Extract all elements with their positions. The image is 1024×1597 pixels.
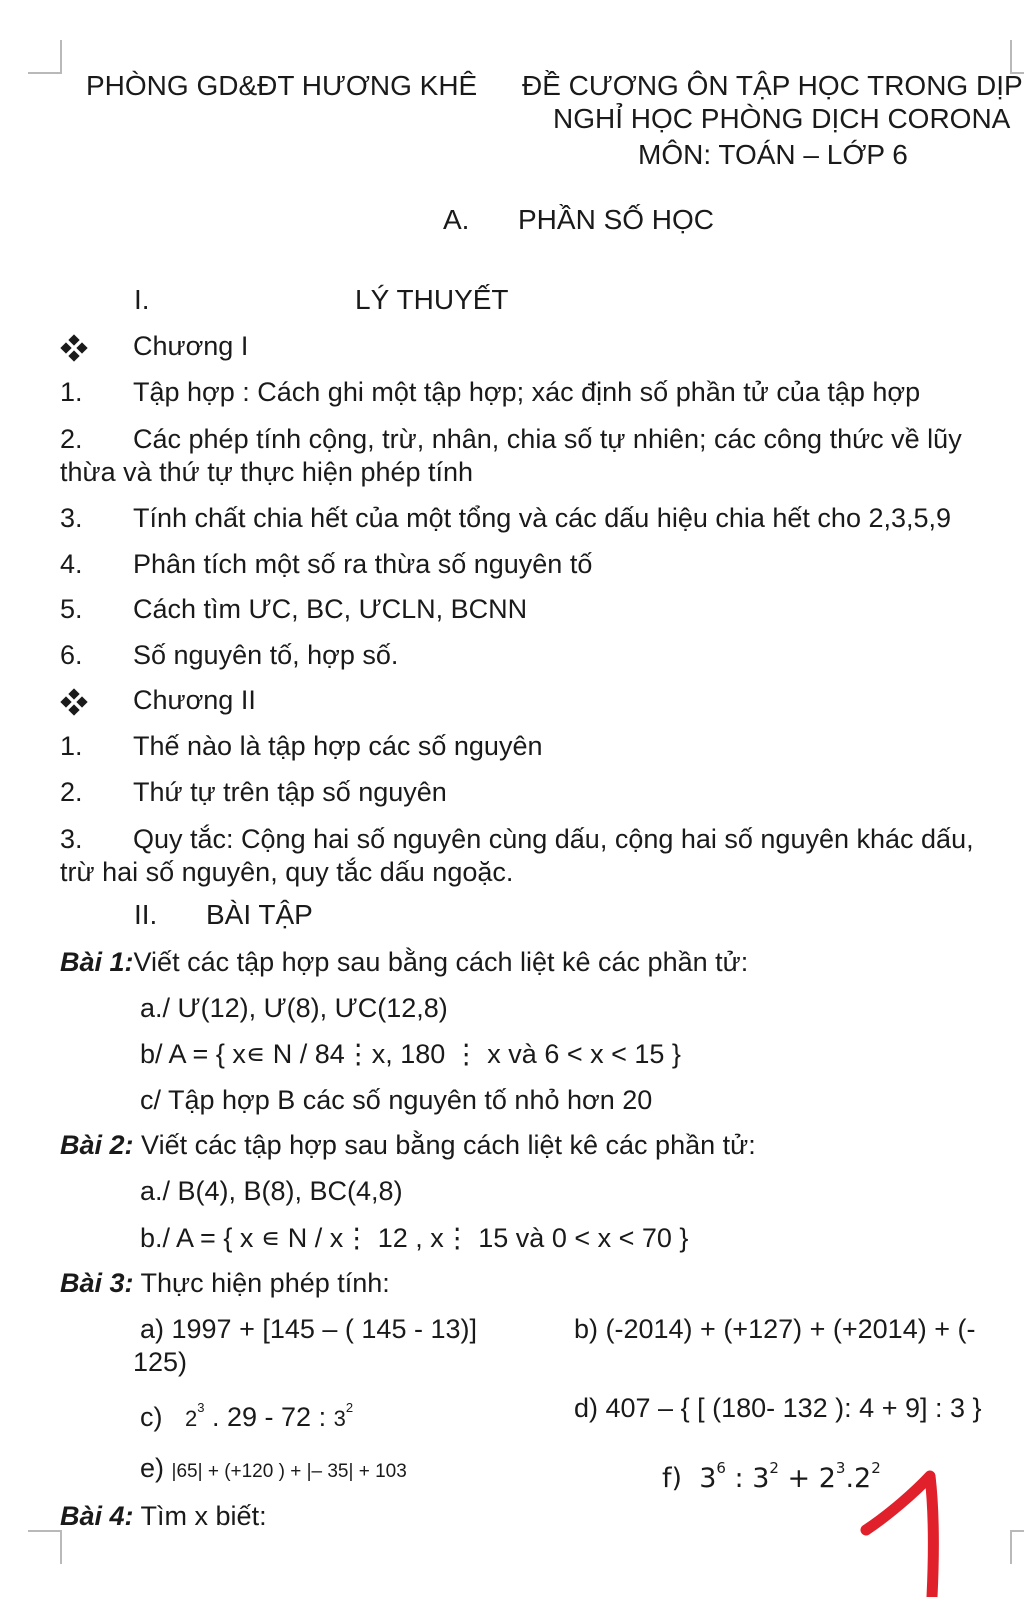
chapter-1-item-num: 3. — [60, 503, 83, 533]
exercise-4-prompt: Tìm x biết: — [140, 1501, 267, 1531]
chapter-2-item-continuation: trừ hai số nguyên, quy tắc dấu ngoặc. — [60, 857, 514, 887]
exercise-1-prompt: Viết các tập hợp sau bằng cách liệt kê các phần tử: — [133, 947, 749, 977]
exercise-3-part-f: f) $3^6$ : $3^2 + 2^3.2^2$ — [662, 1459, 881, 1494]
header-title-line3: MÔN: TOÁN – LỚP 6 — [638, 139, 908, 170]
chapter-2-item-num: 1. — [60, 731, 83, 761]
chapter-1-item: Tập hợp : Cách ghi một tập hợp; xác định số phần tử của tập hợp — [133, 377, 921, 407]
crop-mark-bottom-right — [1010, 1530, 1024, 1564]
exercise-3-part-b-continuation: 125) — [133, 1347, 188, 1377]
chapter-1-item: Số nguyên tố, hợp số. — [133, 640, 399, 670]
exercise-3-part-a: a) 1997 + [145 – ( 145 - 13)] — [140, 1314, 477, 1344]
chapter-1-title: Chương I — [133, 331, 249, 361]
exercise-2-prompt: Viết các tập hợp sau bằng cách liệt kê các phần tử: — [141, 1130, 756, 1160]
chapter-1-item-num: 4. — [60, 549, 83, 579]
crop-mark-bottom-left — [28, 1530, 62, 1564]
chapter-2-item-num: 3. — [60, 824, 83, 854]
header-title-line2: NGHỈ HỌC PHÒNG DỊCH CORONA — [553, 103, 1011, 134]
section-a-title: PHẦN SỐ HỌC — [518, 204, 715, 235]
crop-mark-top-left — [28, 40, 62, 74]
section-a-number: A. — [443, 204, 470, 235]
chapter-2-item-num: 2. — [60, 777, 83, 807]
exercise-1-part-c: c/ Tập hợp B các số nguyên tố nhỏ hơn 20 — [140, 1085, 653, 1115]
exercise-4-label: Bài 4: — [60, 1501, 134, 1531]
crop-mark-top-right — [1010, 40, 1024, 74]
part-1-number: I. — [134, 284, 150, 315]
part-1-title: LÝ THUYẾT — [355, 284, 509, 315]
diamond-bullet-icon — [62, 336, 86, 360]
header-department: PHÒNG GD&ĐT HƯƠNG KHÊ — [86, 70, 478, 101]
exercise-2 — [60, 1129, 756, 1161]
exercise-3 — [60, 1267, 390, 1299]
chapter-1-item: Cách tìm ƯC, BC, ƯCLN, BCNN — [133, 594, 528, 624]
exercise-3-prompt: Thực hiện phép tính: — [140, 1268, 390, 1298]
chapter-2-item: Thứ tự trên tập số nguyên — [133, 777, 447, 807]
exercise-1-label: Bài 1: — [60, 947, 134, 977]
exercise-2-part-b: b./ A = { x ∊ N / x⋮ 12 , x⋮ 15 và 0 < x < 70 } — [140, 1223, 689, 1253]
part-2-number: II. — [134, 899, 158, 930]
chapter-1-item: Phân tích một số ra thừa số nguyên tố — [133, 549, 593, 579]
header-title-line1: ĐỀ CƯƠNG ÔN TẬP HỌC TRONG DỊP — [522, 70, 1023, 101]
exercise-3-part-b: b) (-2014) + (+127) + (+2014) + (- — [574, 1314, 976, 1344]
chapter-1-item: Các phép tính cộng, trừ, nhân, chia số tự nhiên; các công thức về lũy — [133, 424, 962, 454]
exercise-2-label: Bài 2: — [60, 1130, 134, 1160]
exercise-2-part-a: a./ B(4), B(8), BC(4,8) — [140, 1176, 403, 1206]
chapter-1-item-continuation: thừa và thứ tự thực hiện phép tính — [60, 457, 474, 487]
exercise-3-part-d: d) 407 – { [ (180- 132 ): 4 + 9] : 3 } — [574, 1393, 982, 1423]
exercise-1-part-b: b/ A = { x∊ N / 84⋮x, 180 ⋮ x và 6 < x < 15 } — [140, 1039, 681, 1069]
part-2-title: BÀI TẬP — [206, 899, 313, 930]
exercise-1-part-a: a./ Ư(12), Ư(8), ƯC(12,8) — [140, 993, 448, 1023]
handwritten-number-one-mark — [860, 1450, 970, 1597]
exercise-3-c-label: c) — [140, 1402, 163, 1432]
chapter-1-item-num: 1. — [60, 377, 83, 407]
diamond-bullet-icon — [62, 690, 86, 714]
chapter-1-item-num: 2. — [60, 424, 83, 454]
exercise-3-label: Bài 3: — [60, 1268, 134, 1298]
chapter-1-item-num: 6. — [60, 640, 83, 670]
chapter-1-item: Tính chất chia hết của một tổng và các dấu hiệu chia hết cho 2,3,5,9 — [133, 503, 952, 533]
exercise-1 — [60, 946, 748, 978]
chapter-2-title: Chương II — [133, 685, 256, 715]
chapter-2-item: Quy tắc: Cộng hai số nguyên cùng dấu, cộng hai số nguyên khác dấu, — [133, 824, 974, 854]
chapter-2-item: Thế nào là tập hợp các số nguyên — [133, 731, 543, 761]
exercise-3-part-e: e) |65| + (+120 ) + |– 35| + 103 — [140, 1453, 407, 1483]
exercise-4 — [60, 1500, 267, 1532]
exercise-3-part-c: c) $2^3$ . 29 - 72 : $3^2$ — [140, 1400, 354, 1432]
chapter-1-item-num: 5. — [60, 594, 83, 624]
